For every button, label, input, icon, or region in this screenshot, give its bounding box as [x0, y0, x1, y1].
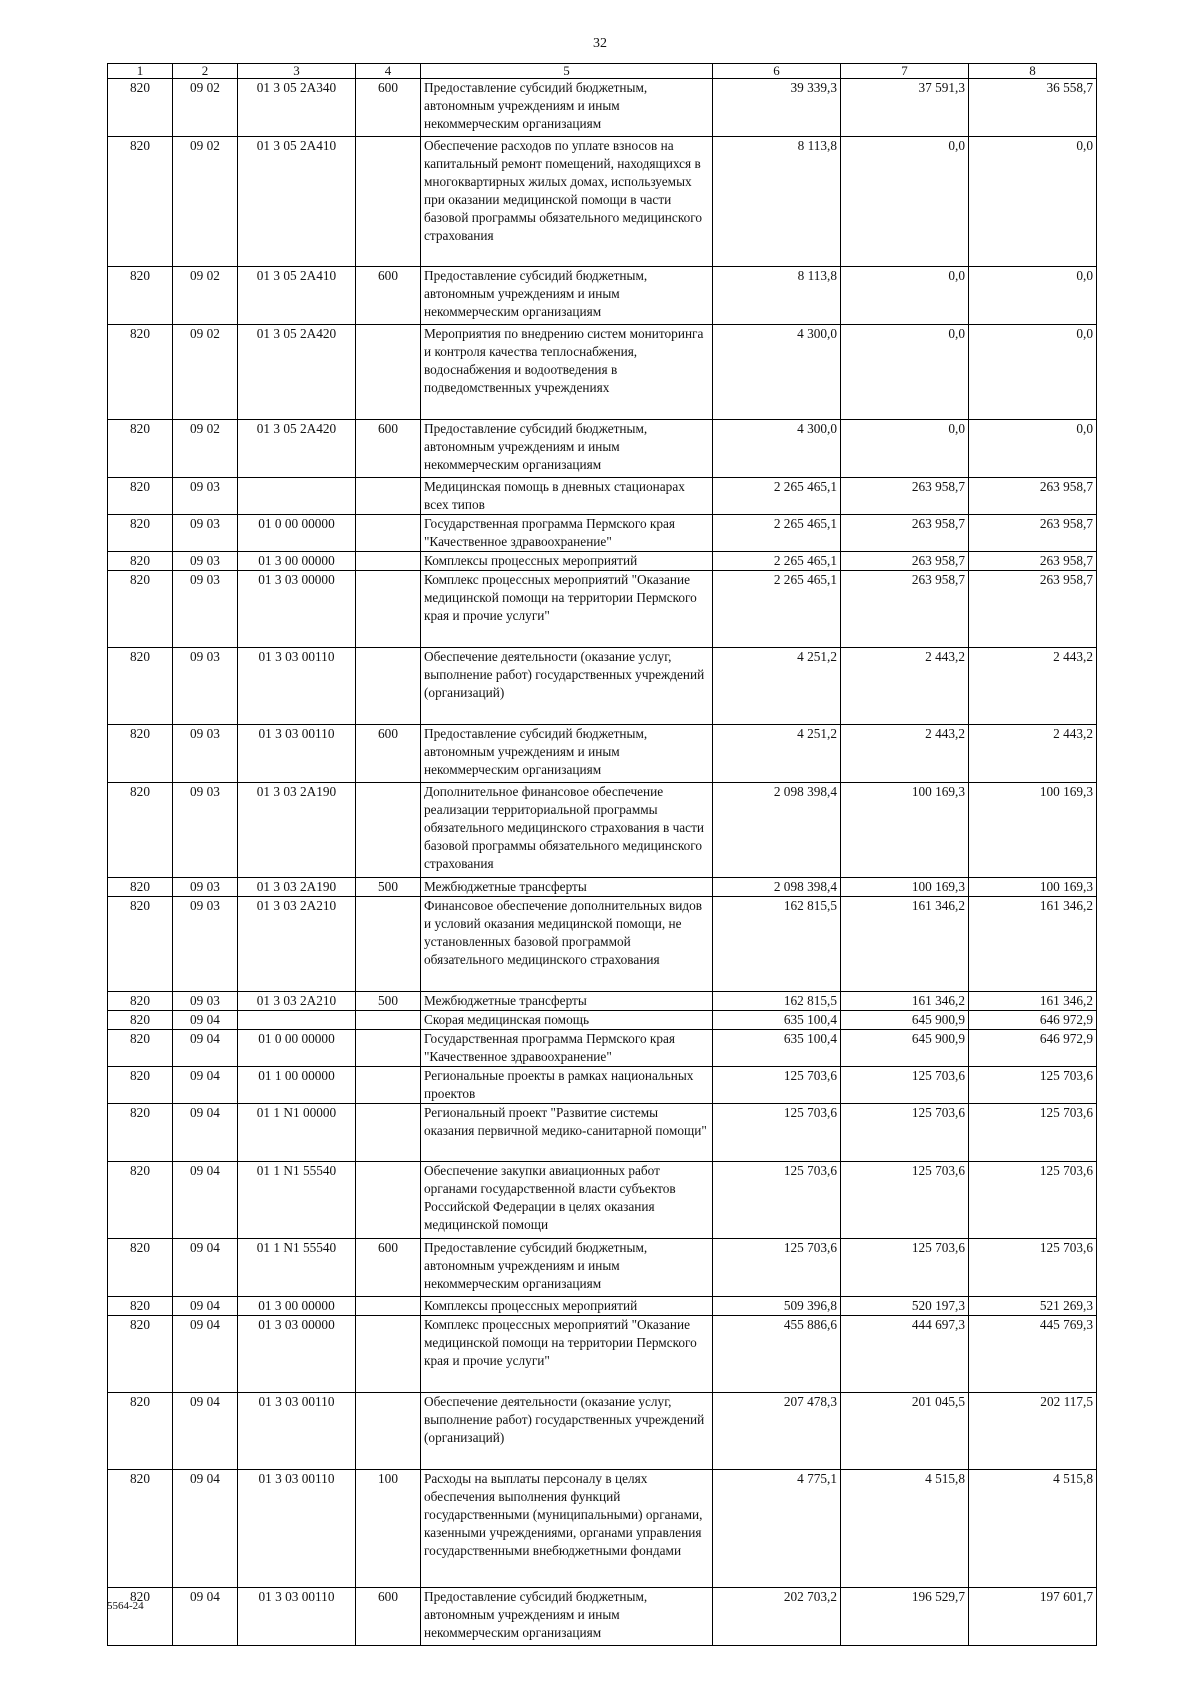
cell-target-article: 01 3 03 00110	[238, 648, 356, 725]
cell-admin-code: 820	[108, 878, 173, 897]
cell-admin-code: 820	[108, 267, 173, 325]
cell-expense-type: 600	[356, 79, 421, 137]
cell-admin-code: 820	[108, 1470, 173, 1588]
cell-admin-code: 820	[108, 1162, 173, 1239]
cell-amount-y2: 263 958,7	[841, 515, 969, 552]
cell-target-article: 01 3 03 00110	[238, 725, 356, 783]
cell-expense-type: 100	[356, 1470, 421, 1588]
cell-target-article: 01 3 03 00000	[238, 571, 356, 648]
cell-expense-type	[356, 783, 421, 878]
cell-amount-y3: 2 443,2	[969, 648, 1097, 725]
cell-description: Региональный проект "Развитие системы оказания первичной медико-санитарной помощи"	[421, 1104, 713, 1162]
table-row	[108, 325, 1097, 420]
cell-section-code: 09 03	[173, 571, 238, 648]
cell-admin-code: 820	[108, 1011, 173, 1030]
cell-description: Обеспечение закупки авиационных работ органами государственной власти субъектов Российской Федерации в целях оказания медицинской помощи	[421, 1162, 713, 1239]
cell-admin-code: 820	[108, 1067, 173, 1104]
cell-admin-code: 820	[108, 1297, 173, 1316]
cell-amount-y1: 509 396,8	[713, 1297, 841, 1316]
cell-amount-y3: 263 958,7	[969, 515, 1097, 552]
cell-target-article: 01 1 N1 55540	[238, 1239, 356, 1297]
cell-amount-y3: 36 558,7	[969, 79, 1097, 137]
cell-section-code: 09 04	[173, 1011, 238, 1030]
cell-admin-code: 820	[108, 992, 173, 1011]
cell-description: Обеспечение деятельности (оказание услуг, выполнение работ) государственных учреждений (организаций)	[421, 648, 713, 725]
table-row	[108, 571, 1097, 648]
cell-expense-type	[356, 648, 421, 725]
table-row	[108, 552, 1097, 571]
cell-admin-code: 820	[108, 515, 173, 552]
cell-section-code: 09 03	[173, 515, 238, 552]
cell-amount-y2: 37 591,3	[841, 79, 969, 137]
cell-target-article: 01 3 03 2А190	[238, 878, 356, 897]
cell-amount-y3: 161 346,2	[969, 992, 1097, 1011]
cell-section-code: 09 03	[173, 478, 238, 515]
table-row	[108, 1162, 1097, 1239]
cell-description: Региональные проекты в рамках национальных проектов	[421, 1067, 713, 1104]
cell-amount-y2: 520 197,3	[841, 1297, 969, 1316]
cell-expense-type	[356, 1316, 421, 1393]
table-row	[108, 1588, 1097, 1646]
cell-target-article: 01 1 N1 00000	[238, 1104, 356, 1162]
cell-admin-code: 820	[108, 137, 173, 267]
column-header: 7	[841, 64, 969, 79]
table-row	[108, 267, 1097, 325]
cell-amount-y1: 4 251,2	[713, 648, 841, 725]
cell-amount-y1: 207 478,3	[713, 1393, 841, 1470]
cell-amount-y1: 8 113,8	[713, 267, 841, 325]
cell-target-article: 01 3 00 00000	[238, 552, 356, 571]
cell-admin-code: 820	[108, 1104, 173, 1162]
cell-section-code: 09 03	[173, 878, 238, 897]
cell-section-code: 09 04	[173, 1393, 238, 1470]
cell-amount-y1: 2 265 465,1	[713, 478, 841, 515]
cell-expense-type: 600	[356, 725, 421, 783]
cell-expense-type: 600	[356, 1239, 421, 1297]
cell-admin-code: 820	[108, 648, 173, 725]
column-header: 6	[713, 64, 841, 79]
cell-amount-y1: 4 775,1	[713, 1470, 841, 1588]
cell-amount-y2: 645 900,9	[841, 1011, 969, 1030]
cell-expense-type	[356, 137, 421, 267]
cell-description: Межбюджетные трансферты	[421, 992, 713, 1011]
cell-description: Обеспечение деятельности (оказание услуг, выполнение работ) государственных учреждений (организаций)	[421, 1393, 713, 1470]
cell-amount-y3: 646 972,9	[969, 1030, 1097, 1067]
cell-description: Финансовое обеспечение дополнительных видов и условий оказания медицинской помощи, не установленных базовой программой обязательного медицинского страхования	[421, 897, 713, 992]
cell-expense-type	[356, 1162, 421, 1239]
cell-target-article: 01 3 03 00110	[238, 1588, 356, 1646]
cell-amount-y3: 100 169,3	[969, 783, 1097, 878]
cell-section-code: 09 03	[173, 552, 238, 571]
cell-amount-y2: 263 958,7	[841, 478, 969, 515]
cell-admin-code: 820	[108, 1316, 173, 1393]
cell-expense-type	[356, 515, 421, 552]
cell-amount-y3: 202 117,5	[969, 1393, 1097, 1470]
cell-amount-y3: 0,0	[969, 325, 1097, 420]
cell-amount-y3: 4 515,8	[969, 1470, 1097, 1588]
cell-amount-y3: 0,0	[969, 420, 1097, 478]
cell-expense-type: 600	[356, 420, 421, 478]
cell-amount-y2: 0,0	[841, 325, 969, 420]
cell-section-code: 09 04	[173, 1297, 238, 1316]
cell-amount-y2: 2 443,2	[841, 648, 969, 725]
cell-description: Обеспечение расходов по уплате взносов на капитальный ремонт помещений, находящихся в многоквартирных жилых домах, используемых при оказании медицинской помощи в части базовой программы обязательного медицинского страхования	[421, 137, 713, 267]
cell-target-article: 01 1 00 00000	[238, 1067, 356, 1104]
cell-target-article: 01 3 03 00000	[238, 1316, 356, 1393]
cell-admin-code: 820	[108, 325, 173, 420]
page-number: 32	[593, 36, 607, 51]
cell-description: Межбюджетные трансферты	[421, 878, 713, 897]
cell-amount-y3: 197 601,7	[969, 1588, 1097, 1646]
cell-amount-y3: 0,0	[969, 267, 1097, 325]
cell-section-code: 09 03	[173, 783, 238, 878]
cell-section-code: 09 02	[173, 325, 238, 420]
cell-expense-type	[356, 478, 421, 515]
cell-target-article: 01 3 03 00110	[238, 1393, 356, 1470]
table-row	[108, 648, 1097, 725]
table-row	[108, 878, 1097, 897]
cell-description: Расходы на выплаты персоналу в целях обеспечения выполнения функций государственными (муниципальными) органами, казенными учреждениями, органами управления государственными внебюджетными фондами	[421, 1470, 713, 1588]
cell-amount-y1: 2 265 465,1	[713, 571, 841, 648]
cell-amount-y2: 645 900,9	[841, 1030, 969, 1067]
cell-description: Предоставление субсидий бюджетным, автономным учреждениям и иным некоммерческим организациям	[421, 267, 713, 325]
cell-section-code: 09 04	[173, 1588, 238, 1646]
cell-target-article: 01 3 05 2А410	[238, 267, 356, 325]
cell-description: Комплекс процессных мероприятий "Оказание медицинской помощи на территории Пермского края и прочие услуги"	[421, 571, 713, 648]
cell-description: Предоставление субсидий бюджетным, автономным учреждениям и иным некоммерческим организациям	[421, 725, 713, 783]
table-row	[108, 1104, 1097, 1162]
cell-amount-y3: 125 703,6	[969, 1162, 1097, 1239]
column-header: 8	[969, 64, 1097, 79]
cell-amount-y3: 125 703,6	[969, 1104, 1097, 1162]
cell-description: Медицинская помощь в дневных стационарах всех типов	[421, 478, 713, 515]
cell-amount-y1: 2 265 465,1	[713, 552, 841, 571]
cell-expense-type	[356, 325, 421, 420]
cell-amount-y1: 8 113,8	[713, 137, 841, 267]
cell-expense-type	[356, 571, 421, 648]
table-row	[108, 1393, 1097, 1470]
cell-amount-y2: 2 443,2	[841, 725, 969, 783]
cell-amount-y2: 125 703,6	[841, 1162, 969, 1239]
cell-amount-y2: 201 045,5	[841, 1393, 969, 1470]
cell-description: Дополнительное финансовое обеспечение реализации территориальной программы обязательного медицинского страхования в части базовой программы обязательного медицинского страхования	[421, 783, 713, 878]
table-row	[108, 79, 1097, 137]
cell-amount-y2: 0,0	[841, 420, 969, 478]
cell-amount-y3: 0,0	[969, 137, 1097, 267]
cell-amount-y3: 161 346,2	[969, 897, 1097, 992]
cell-amount-y1: 162 815,5	[713, 897, 841, 992]
cell-amount-y1: 2 098 398,4	[713, 783, 841, 878]
cell-amount-y1: 4 300,0	[713, 420, 841, 478]
cell-admin-code: 820	[108, 1239, 173, 1297]
cell-amount-y1: 162 815,5	[713, 992, 841, 1011]
cell-amount-y2: 161 346,2	[841, 992, 969, 1011]
table-row	[108, 1297, 1097, 1316]
cell-section-code: 09 03	[173, 648, 238, 725]
cell-admin-code: 820	[108, 783, 173, 878]
cell-target-article	[238, 1011, 356, 1030]
cell-section-code: 09 04	[173, 1067, 238, 1104]
cell-amount-y3: 521 269,3	[969, 1297, 1097, 1316]
table-row	[108, 478, 1097, 515]
cell-description: Комплекс процессных мероприятий "Оказание медицинской помощи на территории Пермского края и прочие услуги"	[421, 1316, 713, 1393]
cell-amount-y3: 2 443,2	[969, 725, 1097, 783]
cell-section-code: 09 04	[173, 1239, 238, 1297]
table-row	[108, 1470, 1097, 1588]
cell-amount-y1: 2 098 398,4	[713, 878, 841, 897]
cell-expense-type	[356, 552, 421, 571]
cell-target-article: 01 3 05 2А340	[238, 79, 356, 137]
cell-admin-code: 820	[108, 1588, 173, 1646]
cell-target-article: 01 3 05 2А410	[238, 137, 356, 267]
column-header: 5	[421, 64, 713, 79]
cell-expense-type	[356, 1030, 421, 1067]
cell-target-article: 01 3 05 2А420	[238, 420, 356, 478]
cell-target-article: 01 0 00 00000	[238, 515, 356, 552]
cell-amount-y2: 263 958,7	[841, 571, 969, 648]
cell-amount-y2: 0,0	[841, 137, 969, 267]
column-header: 4	[356, 64, 421, 79]
cell-description: Комплексы процессных мероприятий	[421, 1297, 713, 1316]
budget-table	[107, 63, 1097, 1646]
cell-description: Предоставление субсидий бюджетным, автономным учреждениям и иным некоммерческим организациям	[421, 79, 713, 137]
table-row	[108, 725, 1097, 783]
cell-amount-y1: 125 703,6	[713, 1162, 841, 1239]
cell-amount-y2: 125 703,6	[841, 1104, 969, 1162]
cell-description: Государственная программа Пермского края "Качественное здравоохранение"	[421, 1030, 713, 1067]
cell-target-article: 01 1 N1 55540	[238, 1162, 356, 1239]
cell-expense-type	[356, 1297, 421, 1316]
cell-amount-y2: 444 697,3	[841, 1316, 969, 1393]
document-code: 5564-24	[107, 1600, 144, 1612]
cell-amount-y1: 202 703,2	[713, 1588, 841, 1646]
cell-section-code: 09 04	[173, 1470, 238, 1588]
table-row	[108, 1067, 1097, 1104]
cell-expense-type	[356, 1393, 421, 1470]
table-row	[108, 1030, 1097, 1067]
table-row	[108, 420, 1097, 478]
cell-description: Предоставление субсидий бюджетным, автономным учреждениям и иным некоммерческим организациям	[421, 420, 713, 478]
cell-admin-code: 820	[108, 1393, 173, 1470]
cell-amount-y2: 125 703,6	[841, 1067, 969, 1104]
cell-amount-y1: 635 100,4	[713, 1030, 841, 1067]
cell-expense-type: 600	[356, 267, 421, 325]
cell-expense-type	[356, 1011, 421, 1030]
cell-section-code: 09 02	[173, 420, 238, 478]
cell-target-article: 01 3 03 2А210	[238, 992, 356, 1011]
table-row	[108, 137, 1097, 267]
cell-target-article	[238, 478, 356, 515]
table-row	[108, 515, 1097, 552]
cell-admin-code: 820	[108, 420, 173, 478]
cell-amount-y1: 125 703,6	[713, 1104, 841, 1162]
cell-admin-code: 820	[108, 478, 173, 515]
cell-amount-y2: 100 169,3	[841, 878, 969, 897]
table-row	[108, 897, 1097, 992]
cell-description: Предоставление субсидий бюджетным, автономным учреждениям и иным некоммерческим организациям	[421, 1588, 713, 1646]
table-row	[108, 1011, 1097, 1030]
cell-amount-y2: 4 515,8	[841, 1470, 969, 1588]
cell-amount-y1: 635 100,4	[713, 1011, 841, 1030]
cell-amount-y3: 125 703,6	[969, 1067, 1097, 1104]
cell-amount-y3: 263 958,7	[969, 552, 1097, 571]
cell-amount-y1: 2 265 465,1	[713, 515, 841, 552]
cell-description: Мероприятия по внедрению систем мониторинга и контроля качества теплоснабжения, водоснабжения и водоотведения в подведомственных учреждениях	[421, 325, 713, 420]
cell-admin-code: 820	[108, 571, 173, 648]
cell-amount-y3: 263 958,7	[969, 571, 1097, 648]
cell-section-code: 09 04	[173, 1030, 238, 1067]
table-row	[108, 992, 1097, 1011]
cell-description: Государственная программа Пермского края "Качественное здравоохранение"	[421, 515, 713, 552]
cell-amount-y2: 161 346,2	[841, 897, 969, 992]
column-header: 1	[108, 64, 173, 79]
table-row	[108, 1316, 1097, 1393]
cell-amount-y1: 39 339,3	[713, 79, 841, 137]
cell-section-code: 09 02	[173, 79, 238, 137]
cell-amount-y3: 445 769,3	[969, 1316, 1097, 1393]
cell-expense-type: 500	[356, 992, 421, 1011]
cell-target-article: 01 0 00 00000	[238, 1030, 356, 1067]
cell-section-code: 09 03	[173, 897, 238, 992]
cell-amount-y3: 125 703,6	[969, 1239, 1097, 1297]
cell-admin-code: 820	[108, 79, 173, 137]
cell-amount-y3: 646 972,9	[969, 1011, 1097, 1030]
cell-section-code: 09 03	[173, 992, 238, 1011]
cell-target-article: 01 3 05 2А420	[238, 325, 356, 420]
cell-section-code: 09 02	[173, 267, 238, 325]
table-row	[108, 783, 1097, 878]
cell-amount-y1: 4 251,2	[713, 725, 841, 783]
cell-admin-code: 820	[108, 725, 173, 783]
header-row	[108, 64, 1097, 79]
cell-amount-y2: 0,0	[841, 267, 969, 325]
cell-section-code: 09 02	[173, 137, 238, 267]
cell-expense-type: 600	[356, 1588, 421, 1646]
cell-description: Скорая медицинская помощь	[421, 1011, 713, 1030]
cell-amount-y1: 125 703,6	[713, 1239, 841, 1297]
cell-amount-y1: 125 703,6	[713, 1067, 841, 1104]
cell-amount-y2: 100 169,3	[841, 783, 969, 878]
cell-admin-code: 820	[108, 1030, 173, 1067]
cell-amount-y3: 100 169,3	[969, 878, 1097, 897]
cell-target-article: 01 3 03 00110	[238, 1470, 356, 1588]
cell-amount-y1: 4 300,0	[713, 325, 841, 420]
cell-section-code: 09 04	[173, 1162, 238, 1239]
cell-admin-code: 820	[108, 897, 173, 992]
column-header: 2	[173, 64, 238, 79]
cell-amount-y1: 455 886,6	[713, 1316, 841, 1393]
cell-section-code: 09 04	[173, 1104, 238, 1162]
cell-expense-type: 500	[356, 878, 421, 897]
column-header: 3	[238, 64, 356, 79]
cell-target-article: 01 3 00 00000	[238, 1297, 356, 1316]
cell-description: Комплексы процессных мероприятий	[421, 552, 713, 571]
cell-expense-type	[356, 1067, 421, 1104]
cell-section-code: 09 03	[173, 725, 238, 783]
cell-expense-type	[356, 1104, 421, 1162]
cell-description: Предоставление субсидий бюджетным, автономным учреждениям и иным некоммерческим организациям	[421, 1239, 713, 1297]
cell-amount-y2: 125 703,6	[841, 1239, 969, 1297]
table-row	[108, 1239, 1097, 1297]
cell-section-code: 09 04	[173, 1316, 238, 1393]
cell-target-article: 01 3 03 2А210	[238, 897, 356, 992]
cell-amount-y2: 196 529,7	[841, 1588, 969, 1646]
cell-expense-type	[356, 897, 421, 992]
cell-amount-y3: 263 958,7	[969, 478, 1097, 515]
cell-target-article: 01 3 03 2А190	[238, 783, 356, 878]
cell-amount-y2: 263 958,7	[841, 552, 969, 571]
cell-admin-code: 820	[108, 552, 173, 571]
